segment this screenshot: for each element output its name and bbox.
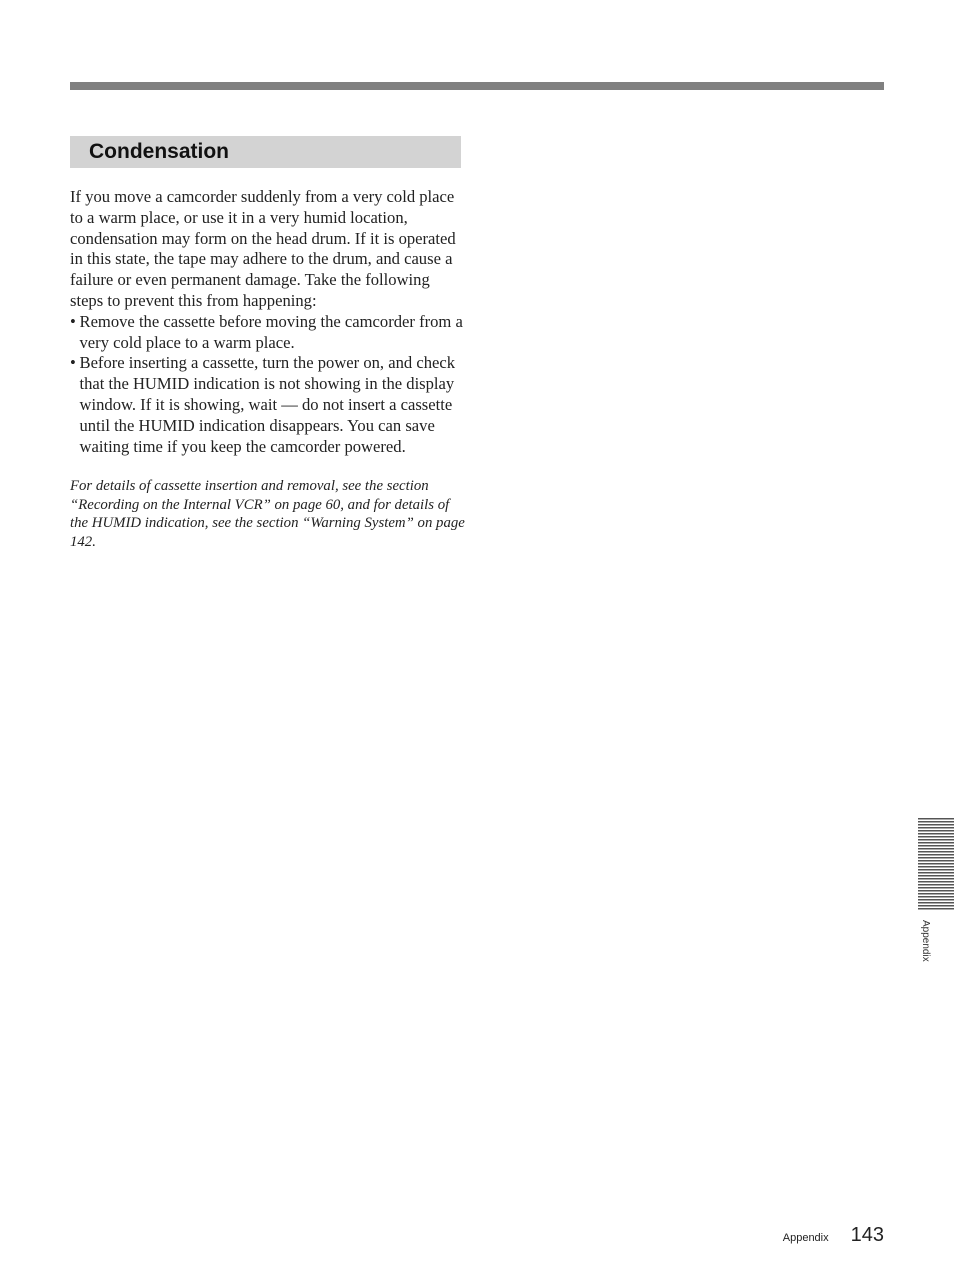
side-tab-label: Appendix (920, 920, 931, 962)
footer-section-label: Appendix (782, 1232, 829, 1244)
body-column (70, 187, 465, 551)
list-item-text: Before inserting a cassette, turn the power on, and check that the HUMID indication is not showing in the display window. If it is showing, wait — do not insert a cassette until the HUMID indication disappears. You can save waiting time if you keep the camcorder powered. (79, 353, 456, 456)
page-footer (783, 1224, 884, 1252)
intro-paragraph: If you move a camcorder suddenly from a very cold place to a warm place, or use it in a very humid location, condensation may form on the head drum. If it is operated in this state, the tape may adhere to the drum, and cause a failure or even permanent damage. Take the following steps to prevent this from happening: (70, 187, 456, 310)
bullet-list (70, 312, 465, 458)
list-item-text: Remove the cassette before moving the camcorder from a very cold place to a warm place. (79, 311, 463, 352)
side-tab-marker (918, 818, 954, 910)
bullet-icon: • (70, 311, 76, 331)
list-item (70, 312, 465, 354)
top-rule (70, 82, 884, 90)
section-heading: Condensation (70, 136, 461, 168)
list-item (70, 353, 465, 457)
page-number: 143 (850, 1224, 884, 1246)
bullet-icon: • (70, 353, 76, 373)
cross-reference-note: For details of cassette insertion and removal, see the section “Recording on the Internal VCR” on page 60, and for details of the HUMID indication, see the section “Warning System” on page 142. (70, 478, 465, 550)
